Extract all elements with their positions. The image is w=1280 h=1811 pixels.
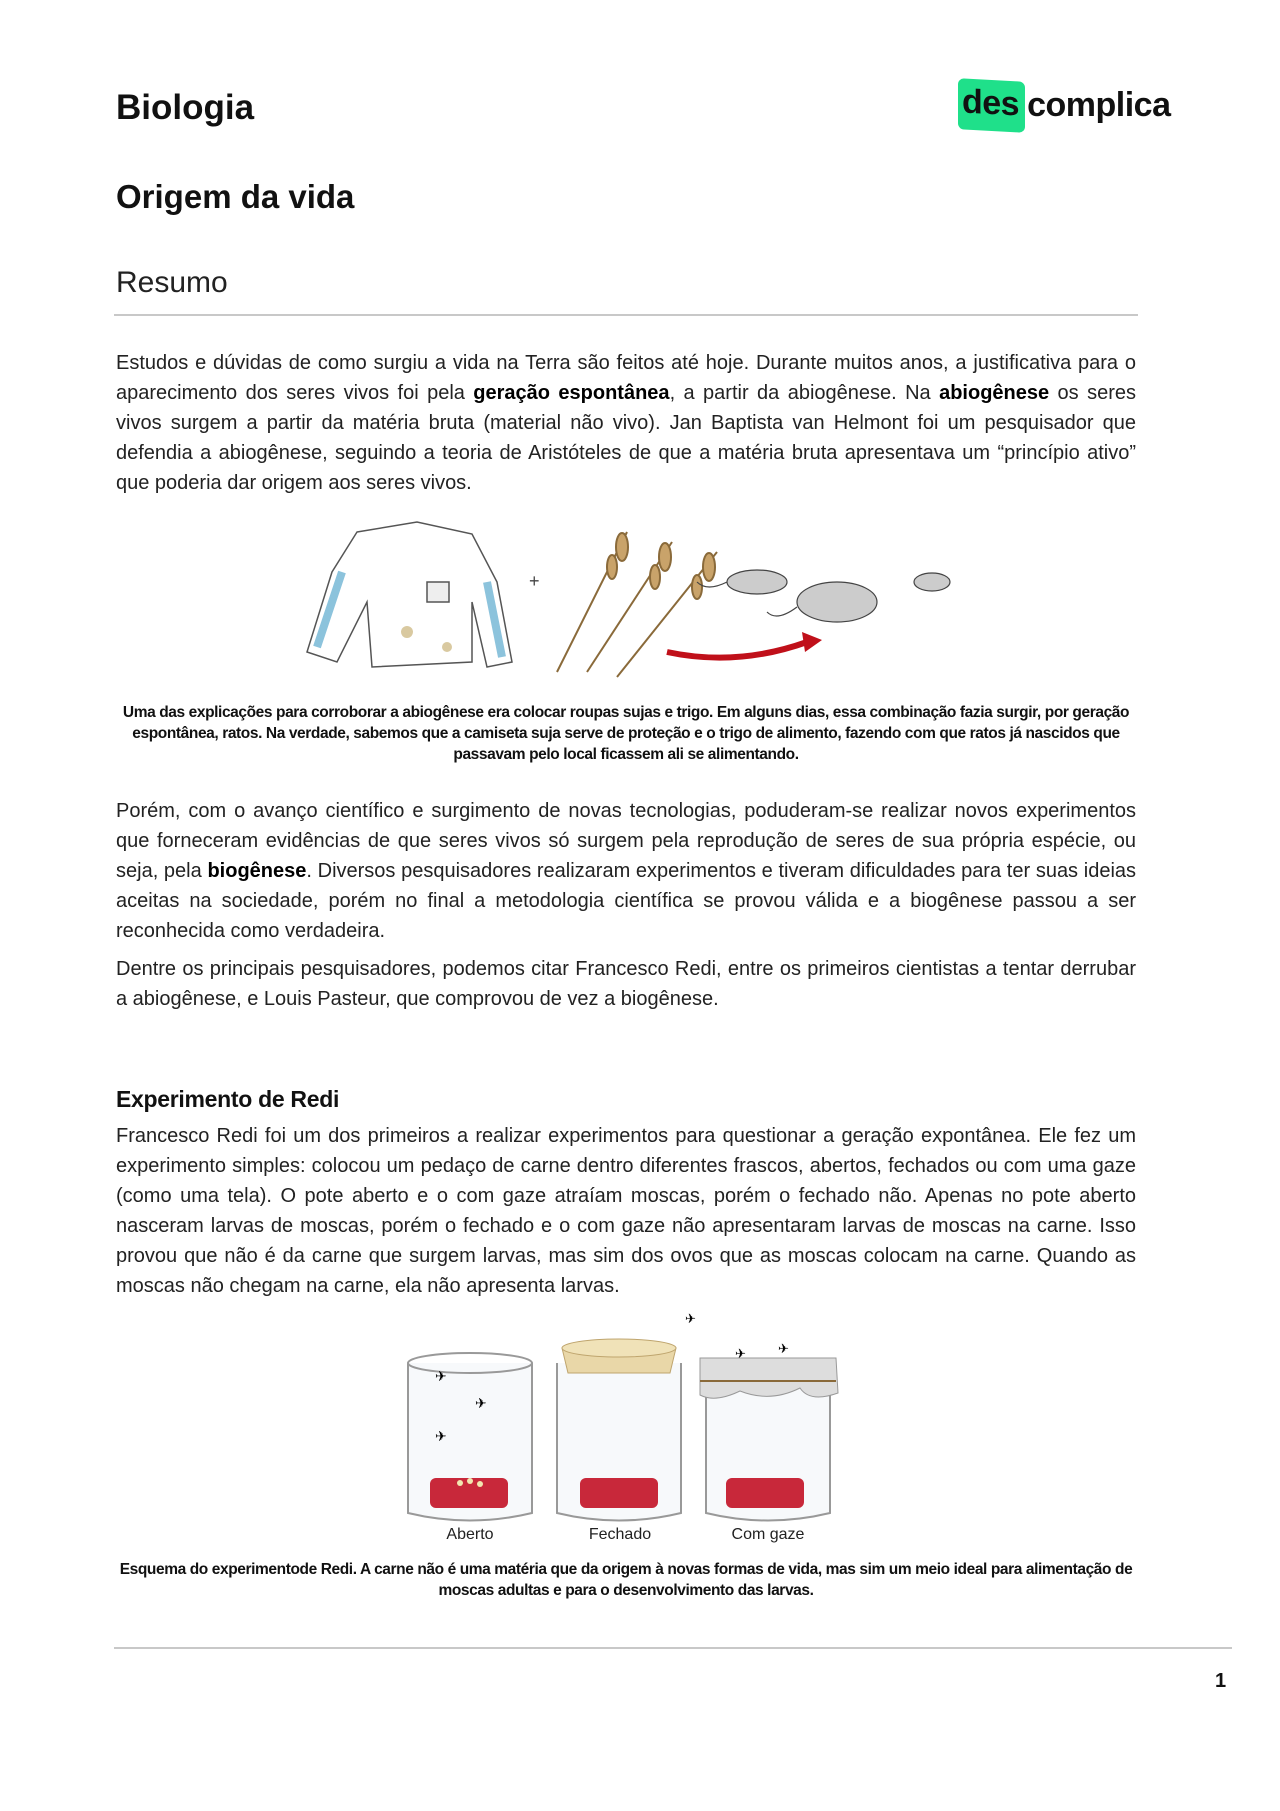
jar-label-gauze: Com gaze (731, 1526, 805, 1543)
footer-divider (114, 1647, 1232, 1649)
paragraph-biogenesis (116, 796, 1136, 946)
text: Estudos e dúvidas de como surgiu a vida na Terra são feitos até hoje. Durante muitos anos, a justificativa para o aparecimento dos seres vivos foi pela (116, 352, 1136, 404)
logo-des: des (958, 78, 1025, 133)
topic-title: Origem da vida (116, 178, 355, 215)
paragraph-intro (116, 348, 1136, 498)
bold-term: geração espontânea (473, 382, 670, 404)
text: , a partir da abiogênese. Na (669, 382, 940, 404)
descomplica-logo (958, 80, 1170, 131)
jar-label-closed: Fechado (588, 1526, 652, 1543)
abiogenesis-illustration (297, 512, 962, 682)
svg-text:✈: ✈ (435, 1368, 447, 1384)
redi-heading: Experimento de Redi (116, 1086, 340, 1112)
rats (697, 570, 950, 622)
svg-text:✈: ✈ (685, 1311, 696, 1326)
red-arrow (667, 642, 807, 658)
jar-closed (557, 1339, 681, 1521)
paragraph-researchers: Dentre os principais pesquisadores, podemos citar Francesco Redi, entre os primeiros cientistas a tentar derrubar a abiogênese, e Louis Pasteur, que comprovou de vez a biogênese. (116, 958, 1136, 1010)
figure-1-caption: Uma das explicações para corroborar a abiogênese era colocar roupas sujas e trigo. Em alguns dias, essa combinação fazia surgir, por geração espontânea, ratos. Na verdade, sabemos que a camiseta suja serve de proteção e o trigo de alimento, fazendo com que ratos já nascidos que passavam pelo local ficassem ali se alimentando. (122, 704, 1130, 763)
arrow-head (802, 632, 822, 652)
redi-jars-illustration (400, 1303, 850, 1528)
text: . Diversos pesquisadores realizaram experimentos e tiveram dificuldades para ter suas ideias aceitas na sociedade, porém no final a metodologia científica se provou válida e a biogênese passou a ser reconhecida como verdadeira. (116, 860, 1137, 942)
section-title: Resumo (116, 266, 228, 299)
jar-gauze (685, 1311, 838, 1521)
text: os seres vivos surgem a partir da matéria bruta (material não vivo). Jan Baptista van Helmont foi um pesquisador que defendia a abiogênese, seguindo a teoria de Aristóteles de que a matéria bruta apresentava um “princípio ativo” que poderia dar origem aos seres vivos. (116, 382, 1136, 494)
bold-term: abiogênese (939, 382, 1050, 404)
bold-term: biogênese (207, 860, 307, 882)
text: Porém, com o avanço científico e surgimento de novas tecnologias, poduderam-se realizar novos experimentos que forneceram evidências de que seres vivos só surgem pela reprodução de seres de sua própria espécie, ou seja, pela (116, 800, 1136, 882)
jar-label-open: Aberto (446, 1526, 494, 1543)
plus-sign: + (529, 571, 540, 591)
jar-open (408, 1353, 532, 1521)
subject-title: Biologia (116, 88, 255, 127)
logo-complica: complica (1027, 86, 1171, 124)
svg-text:✈: ✈ (735, 1346, 746, 1361)
paragraph-redi: Francesco Redi foi um dos primeiros a realizar experimentos para questionar a geração expontânea. Ele fez um experimento simples: colocou um pedaço de carne dentro diferentes frascos, abertos, fechados ou com uma gaze (como uma tela). O pote aberto e o com gaze atraíam moscas, porém o fechado não. Apenas no pote aberto nasceram larvas de moscas, porém o fechado e o com gaze não apresentaram larvas de moscas na carne. Isso provou que não é da carne que surgem larvas, mas sim dos ovos que as moscas colocam na carne. Quando as moscas não chegam na carne, ela não apresenta larvas. (116, 1125, 1136, 1297)
svg-text:✈: ✈ (778, 1341, 789, 1356)
svg-text:✈: ✈ (475, 1395, 487, 1411)
section-divider (114, 314, 1138, 316)
page-number: 1 (1215, 1670, 1227, 1692)
svg-text:✈: ✈ (435, 1428, 447, 1444)
dirty-shirt (307, 522, 512, 667)
figure-2-caption: Esquema do experimentode Redi. A carne não é uma matéria que da origem à novas formas de vida, mas sim um meio ideal para alimentação de moscas adultas e para o desenvolvimento das larvas. (119, 1561, 1133, 1599)
